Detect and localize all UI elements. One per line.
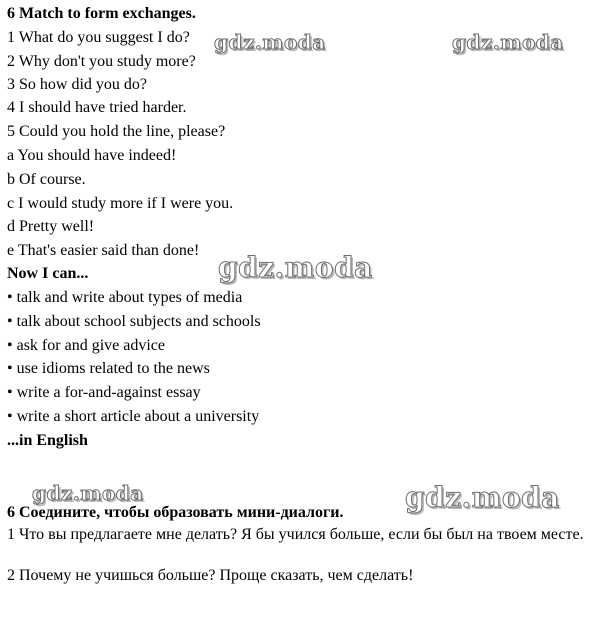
watermark: gdz.moda (32, 481, 144, 505)
can-item: • write a short article about a university (7, 408, 260, 425)
response-d: d Pretty well! (7, 218, 95, 235)
watermark: gdz.moda (405, 481, 560, 514)
response-e: e That's easier said than done! (7, 242, 200, 259)
response-a: a You should have indeed! (7, 147, 177, 164)
russian-heading: 6 Соедините, чтобы образовать мини-диалоги. (7, 504, 344, 521)
watermark: gdz.moda (218, 251, 373, 284)
exercise-heading: 6 Match to form exchanges. (7, 5, 196, 22)
can-item: • write a for-and-against essay (7, 384, 201, 401)
can-item: • talk and write about types of media (7, 289, 243, 306)
can-item: • use idioms related to the news (7, 360, 210, 377)
response-c: c I would study more if I were you. (7, 195, 234, 212)
can-item: • ask for and give advice (7, 337, 165, 354)
russian-line-2: 2 Почему не учишься больше? Проще сказать, чем сделать! (7, 567, 414, 584)
prompt-4: 4 I should have tried harder. (7, 99, 187, 116)
can-item: • talk about school subjects and schools (7, 313, 261, 330)
in-english-label: ...in English (7, 432, 88, 449)
prompt-5: 5 Could you hold the line, please? (7, 123, 226, 140)
russian-line-1: 1 Что вы предлагаете мне делать? Я бы учился больше, если бы был на твоем месте. (7, 526, 584, 543)
watermark: gdz.moda (452, 30, 564, 54)
now-i-can-heading: Now I can... (7, 265, 89, 282)
prompt-1: 1 What do you suggest I do? (7, 29, 190, 46)
response-b: b Of course. (7, 171, 86, 188)
watermark: gdz.moda (214, 30, 326, 54)
prompt-2: 2 Why don't you study more? (7, 53, 196, 70)
prompt-3: 3 So how did you do? (7, 76, 147, 93)
